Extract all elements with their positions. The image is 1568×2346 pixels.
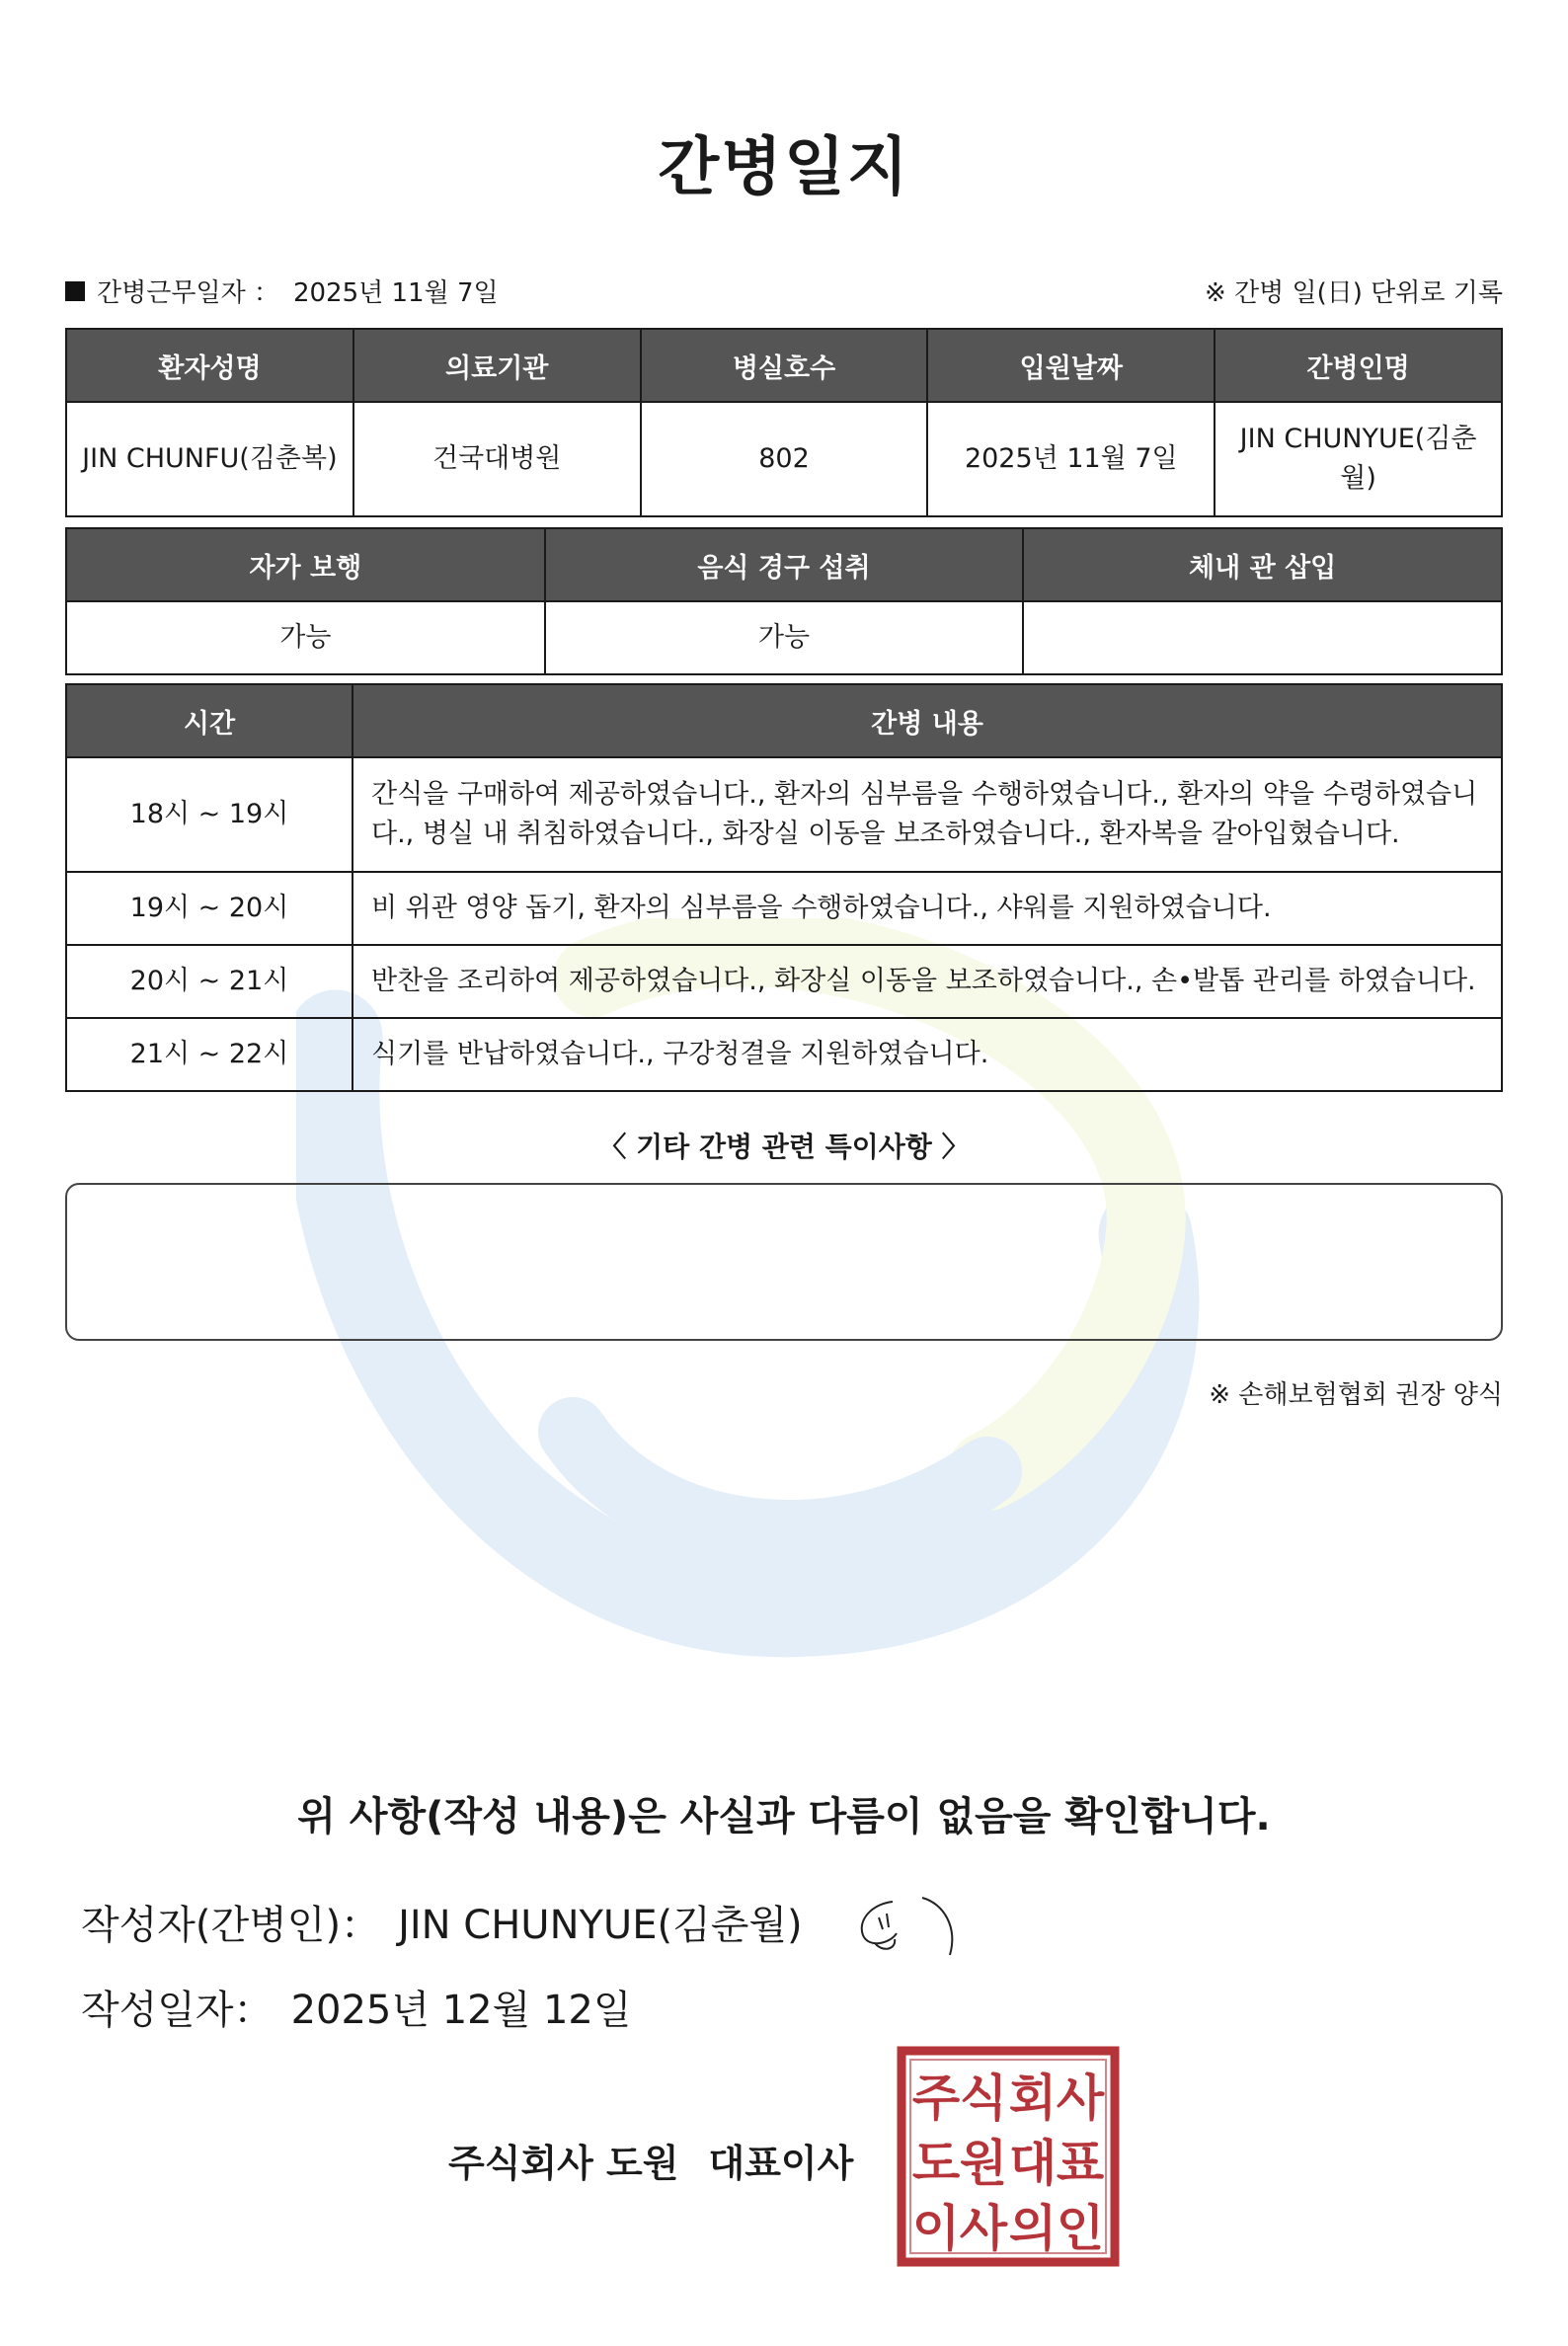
patient-status-table [65,527,1503,675]
header-care-content: 간병 내용 [353,684,1502,757]
self-walking: 가능 [66,601,545,674]
writer-line [81,1894,803,1950]
written-date: 2025년 12월 12일 [290,1988,632,2033]
work-date-value: 2025년 11월 7일 [292,278,499,308]
header-admission-date: 입원날짜 [927,329,1215,402]
hospital: 건국대병원 [353,402,641,516]
company-name: 주식회사 도원 [448,2142,679,2185]
log-time: 18시 ~ 19시 [66,757,353,872]
log-time: 21시 ~ 22시 [66,1018,353,1091]
header-oral-intake: 음식 경구 섭취 [545,528,1024,601]
table-row [66,757,1502,872]
written-date-line [81,1979,632,2035]
svg-text:의: 의 [1008,2200,1058,2257]
header-self-walking: 자가 보행 [66,528,545,601]
admission-date: 2025년 11월 7일 [927,402,1215,516]
writer-label: 작성자(간병인)： [81,1903,381,1948]
header-room-number: 병실호수 [641,329,928,402]
record-unit-note: ※ 간병 일(日) 단위로 기록 [1204,278,1503,308]
svg-text:표: 표 [1056,2135,1105,2192]
svg-text:식: 식 [959,2070,1008,2127]
header-tube-insertion: 체내 관 삽입 [1023,528,1502,601]
table-row [66,945,1502,1018]
svg-text:도: 도 [911,2135,961,2192]
log-content: 식기를 반납하였습니다., 구강청결을 지원하였습니다. [353,1018,1502,1091]
header-hospital: 의료기관 [353,329,641,402]
work-date-label: 간병근무일자 ： [97,278,279,308]
header-patient-name: 환자성명 [66,329,353,402]
writer-name: JIN CHUNYUE(김춘월) [398,1903,803,1948]
log-content: 비 위관 영양 돕기, 환자의 심부름을 수행하였습니다., 샤워를 지원하였습니다. [353,872,1502,945]
signature-icon [853,1884,972,1963]
svg-text:인: 인 [1056,2200,1105,2257]
caregiver-name: JIN CHUNYUE(김춘월) [1215,402,1502,516]
svg-text:원: 원 [959,2135,1008,2192]
patient-name: JIN CHUNFU(김춘복) [66,402,353,516]
header-caregiver-name: 간병인명 [1215,329,1502,402]
document-title: 간병일지 [658,131,910,204]
svg-text:이: 이 [911,2200,961,2257]
table-row [66,1018,1502,1091]
representative-title: 대표이사 [708,2142,854,2185]
company-signatory [448,2133,853,2187]
work-date [65,273,499,309]
patient-info-table [65,328,1503,517]
svg-text:대: 대 [1008,2135,1058,2192]
recommended-form-note: ※ 손해보험협회 권장 양식 [1209,1380,1503,1410]
meta-row [65,273,1503,312]
table-row [66,872,1502,945]
notes-title: 〈 기타 간병 관련 특이사항 〉 [598,1131,970,1163]
oral-intake: 가능 [545,601,1024,674]
confirmation-statement: 위 사항(작성 내용)은 사실과 다름이 없음을 확인합니다. [297,1794,1271,1839]
log-content: 간식을 구매하여 제공하였습니다., 환자의 심부름을 수행하였습니다., 환자의 약을 수령하였습니다., 병실 내 취침하였습니다., 화장실 이동을 보조하였습니다., 환자복을 갈아입혔습니다. [353,757,1502,872]
log-content: 반찬을 조리하여 제공하였습니다., 화장실 이동을 보조하였습니다., 손•발톱 관리를 하였습니다. [353,945,1502,1018]
square-bullet-icon [65,281,85,301]
svg-text:사: 사 [1056,2070,1105,2127]
date-label: 작성일자： [81,1988,274,2033]
svg-text:사: 사 [959,2200,1008,2257]
company-seal-icon [897,2046,1120,2267]
care-log-table [65,683,1503,1092]
tube-insertion [1023,601,1502,674]
log-time: 20시 ~ 21시 [66,945,353,1018]
room-number: 802 [641,402,928,516]
log-time: 19시 ~ 20시 [66,872,353,945]
notes-box [65,1183,1503,1341]
svg-text:주: 주 [911,2070,961,2127]
header-time: 시간 [66,684,353,757]
svg-text:회: 회 [1008,2070,1058,2127]
